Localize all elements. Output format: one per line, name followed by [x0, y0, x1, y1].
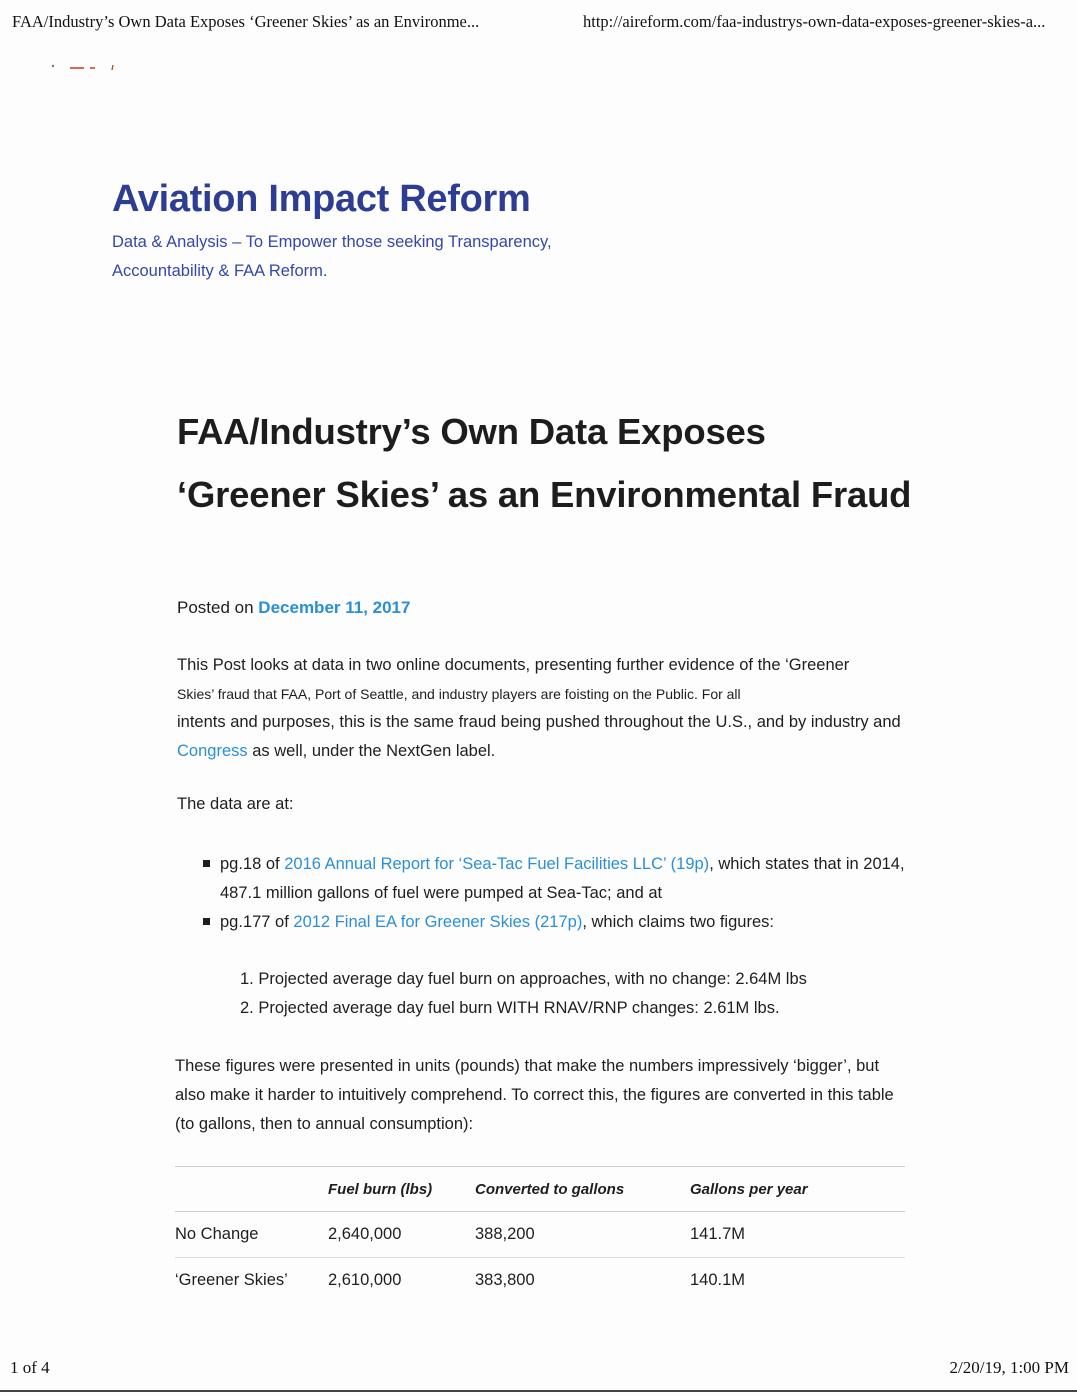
scan-mark-decoration [48, 62, 118, 72]
site-description: Data & Analysis – To Empower those seeking Transparency, Accountability & FAA Reform. [112, 233, 552, 280]
table-header-row [175, 1167, 905, 1212]
print-header [12, 12, 1069, 36]
column-header: Fuel burn (lbs) [328, 1167, 475, 1212]
page-count: 1 of 4 [10, 1358, 50, 1377]
bullet-prefix: pg.18 of [220, 855, 280, 873]
table-cell: ‘Greener Skies’ [175, 1271, 288, 1289]
table-row [175, 1212, 905, 1258]
conversion-table [175, 1166, 905, 1303]
list-item [200, 908, 920, 937]
intro-paragraph [177, 651, 917, 765]
table-cell: No Change [175, 1212, 328, 1258]
bullet-suffix: , which claims two figures: [582, 913, 774, 931]
print-footer [10, 1358, 1069, 1380]
source-list [200, 850, 920, 937]
table-cell: 141.7M [690, 1212, 905, 1258]
print-page-url: http://aireform.com/faa-industrys-own-data-exposes-greener-skies-a... [583, 12, 1046, 31]
bullet-suffix: , which states that in 2014, 487.1 million gallons of fuel were pumped at Sea-Tac; and at [220, 855, 905, 902]
print-page-title: FAA/Industry’s Own Data Exposes ‘Greener Skies’ as an Environme... [12, 12, 480, 31]
column-header: Gallons per year [690, 1167, 905, 1212]
data-intro: The data are at: [177, 795, 294, 813]
bullet-square-icon [203, 918, 210, 925]
post-date-link[interactable]: December 11, 2017 [258, 598, 411, 617]
intro-text-3: intents and purposes, this is the same fraud being pushed throughout the U.S., and by industry and [177, 713, 901, 731]
posted-on-label: Posted on [177, 598, 254, 617]
post-title: FAA/Industry’s Own Data Exposes ‘Greener Skies’ as an Environmental Fraud [177, 411, 912, 515]
bullet-prefix: pg.177 of [220, 913, 289, 931]
site-title[interactable]: Aviation Impact Reform [112, 178, 531, 220]
column-header: Converted to gallons [475, 1167, 690, 1212]
annual-report-link[interactable]: 2016 Annual Report for ‘Sea-Tac Fuel Facilities LLC’ (19p) [284, 855, 710, 873]
table-cell: 140.1M [690, 1271, 746, 1289]
final-ea-link[interactable]: 2012 Final EA for Greener Skies (217p) [293, 913, 583, 931]
congress-link[interactable]: Congress [177, 741, 248, 760]
figures-list [240, 965, 807, 1023]
list-item: 1. Projected average day fuel burn on approaches, with no change: 2.64M lbs [240, 970, 807, 988]
list-item [200, 850, 920, 908]
print-datetime: 2/20/19, 1:00 PM [949, 1358, 1069, 1377]
intro-text-4: as well, under the NextGen label. [252, 741, 496, 760]
table-row [175, 1258, 905, 1304]
bottom-divider [0, 1390, 1077, 1392]
list-item: 2. Projected average day fuel burn WITH RNAV/RNP changes: 2.61M lbs. [240, 999, 780, 1017]
table-cell: 388,200 [475, 1212, 690, 1258]
column-header [175, 1167, 328, 1212]
table-cell: 2,610,000 [328, 1271, 402, 1289]
table-cell: 2,640,000 [328, 1212, 475, 1258]
bullet-square-icon [203, 860, 210, 867]
post-meta [177, 598, 410, 618]
table-cell: 383,800 [475, 1271, 535, 1289]
intro-text-1: This Post looks at data in two online documents, presenting further evidence of the ‘Greener [177, 656, 850, 674]
explanation-paragraph: These figures were presented in units (pounds) that make the numbers impressively ‘bigger’, but also make it harder to intuitively comprehend. To correct this, the figures are converted in this table (to gallons, then to annual consumption): [175, 1057, 894, 1133]
intro-text-2: Skies’ fraud that FAA, Port of Seattle, and industry players are foisting on the Public. For all [177, 685, 741, 702]
